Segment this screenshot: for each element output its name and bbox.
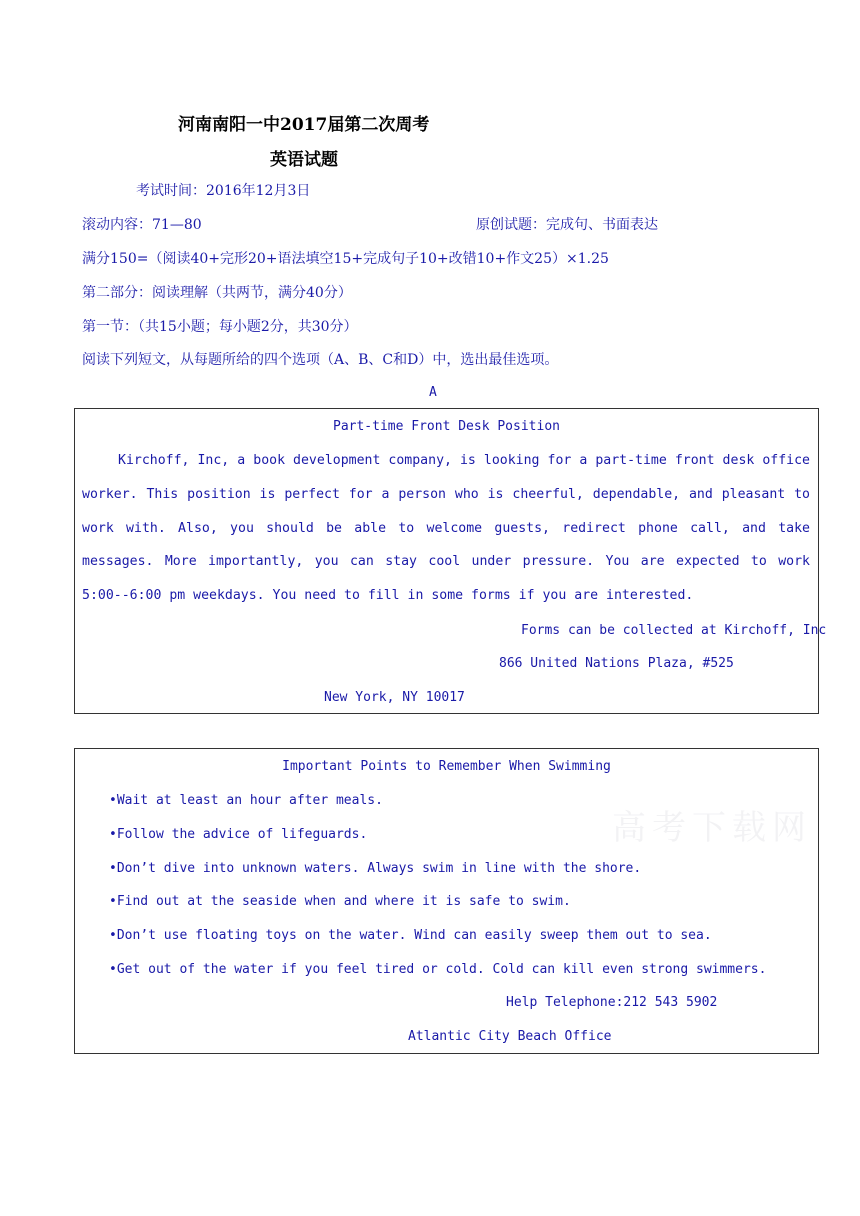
swimming-tip: •Find out at the seaside when and where it is safe to swim. <box>109 894 571 909</box>
watermark: 高考下载网 <box>612 808 812 848</box>
beach-office: Atlantic City Beach Office <box>408 1029 612 1044</box>
job-ad-box <box>74 408 827 714</box>
swimming-tip: •Wait at least an hour after meals. <box>109 793 383 808</box>
original-questions: 原创试题：完成句、书面表达 <box>476 217 658 233</box>
job-ad-body: Kirchoff, Inc, a book development company, is looking for a part-time front desk office worker. This position is perfect for a person who is cheerful, dependable, and pleasant to work with. Also, you should be able to welcome guests, redirect phone call, and take messages. More importantly, you can stay cool under pressure. You are expected to work 5:00--6:00 pm weekdays. You need to fill in some forms if you are interested. <box>82 453 810 604</box>
swimming-tip: •Get out of the water if you feel tired or cold. Cold can kill even strong swimmers. <box>109 962 767 977</box>
help-telephone: Help Telephone:212 543 5902 <box>506 995 718 1010</box>
subject-title: 英语试题 <box>270 150 338 170</box>
swimming-tip: •Don’t dive into unknown waters. Always swim in line with the shore. <box>109 861 642 876</box>
job-ad-forms-line: Forms can be collected at Kirchoff, Inc <box>521 623 827 638</box>
swimming-tips-box <box>74 748 819 1054</box>
school-title: 河南南阳一中2017届第二次周考 <box>178 115 430 135</box>
swimming-tip: •Follow the advice of lifeguards. <box>109 827 368 842</box>
exam-time: 考试时间：2016年12月3日 <box>136 183 311 199</box>
instructions: 阅读下列短文，从每题所给的四个选项（A、B、C和D）中，选出最佳选项。 <box>82 352 559 368</box>
job-ad-city: New York, NY 10017 <box>324 690 465 705</box>
job-ad-address: 866 United Nations Plaza, #525 <box>499 656 734 671</box>
job-ad-title: Part-time Front Desk Position <box>333 419 560 434</box>
full-score: 满分150=（阅读40+完形20+语法填空15+完成句子10+改错10+作文25）×1.25 <box>82 251 609 267</box>
scroll-content: 滚动内容：71—80 <box>82 217 202 233</box>
swimming-tips-title: Important Points to Remember When Swimming <box>282 759 611 774</box>
passage-label: A <box>429 385 437 400</box>
part-two-heading: 第二部分：阅读理解（共两节，满分40分） <box>82 285 352 301</box>
swimming-tip: •Don’t use floating toys on the water. Wind can easily sweep them out to sea. <box>109 928 712 943</box>
section-one-heading: 第一节：（共15小题；每小题2分，共30分） <box>82 319 358 335</box>
